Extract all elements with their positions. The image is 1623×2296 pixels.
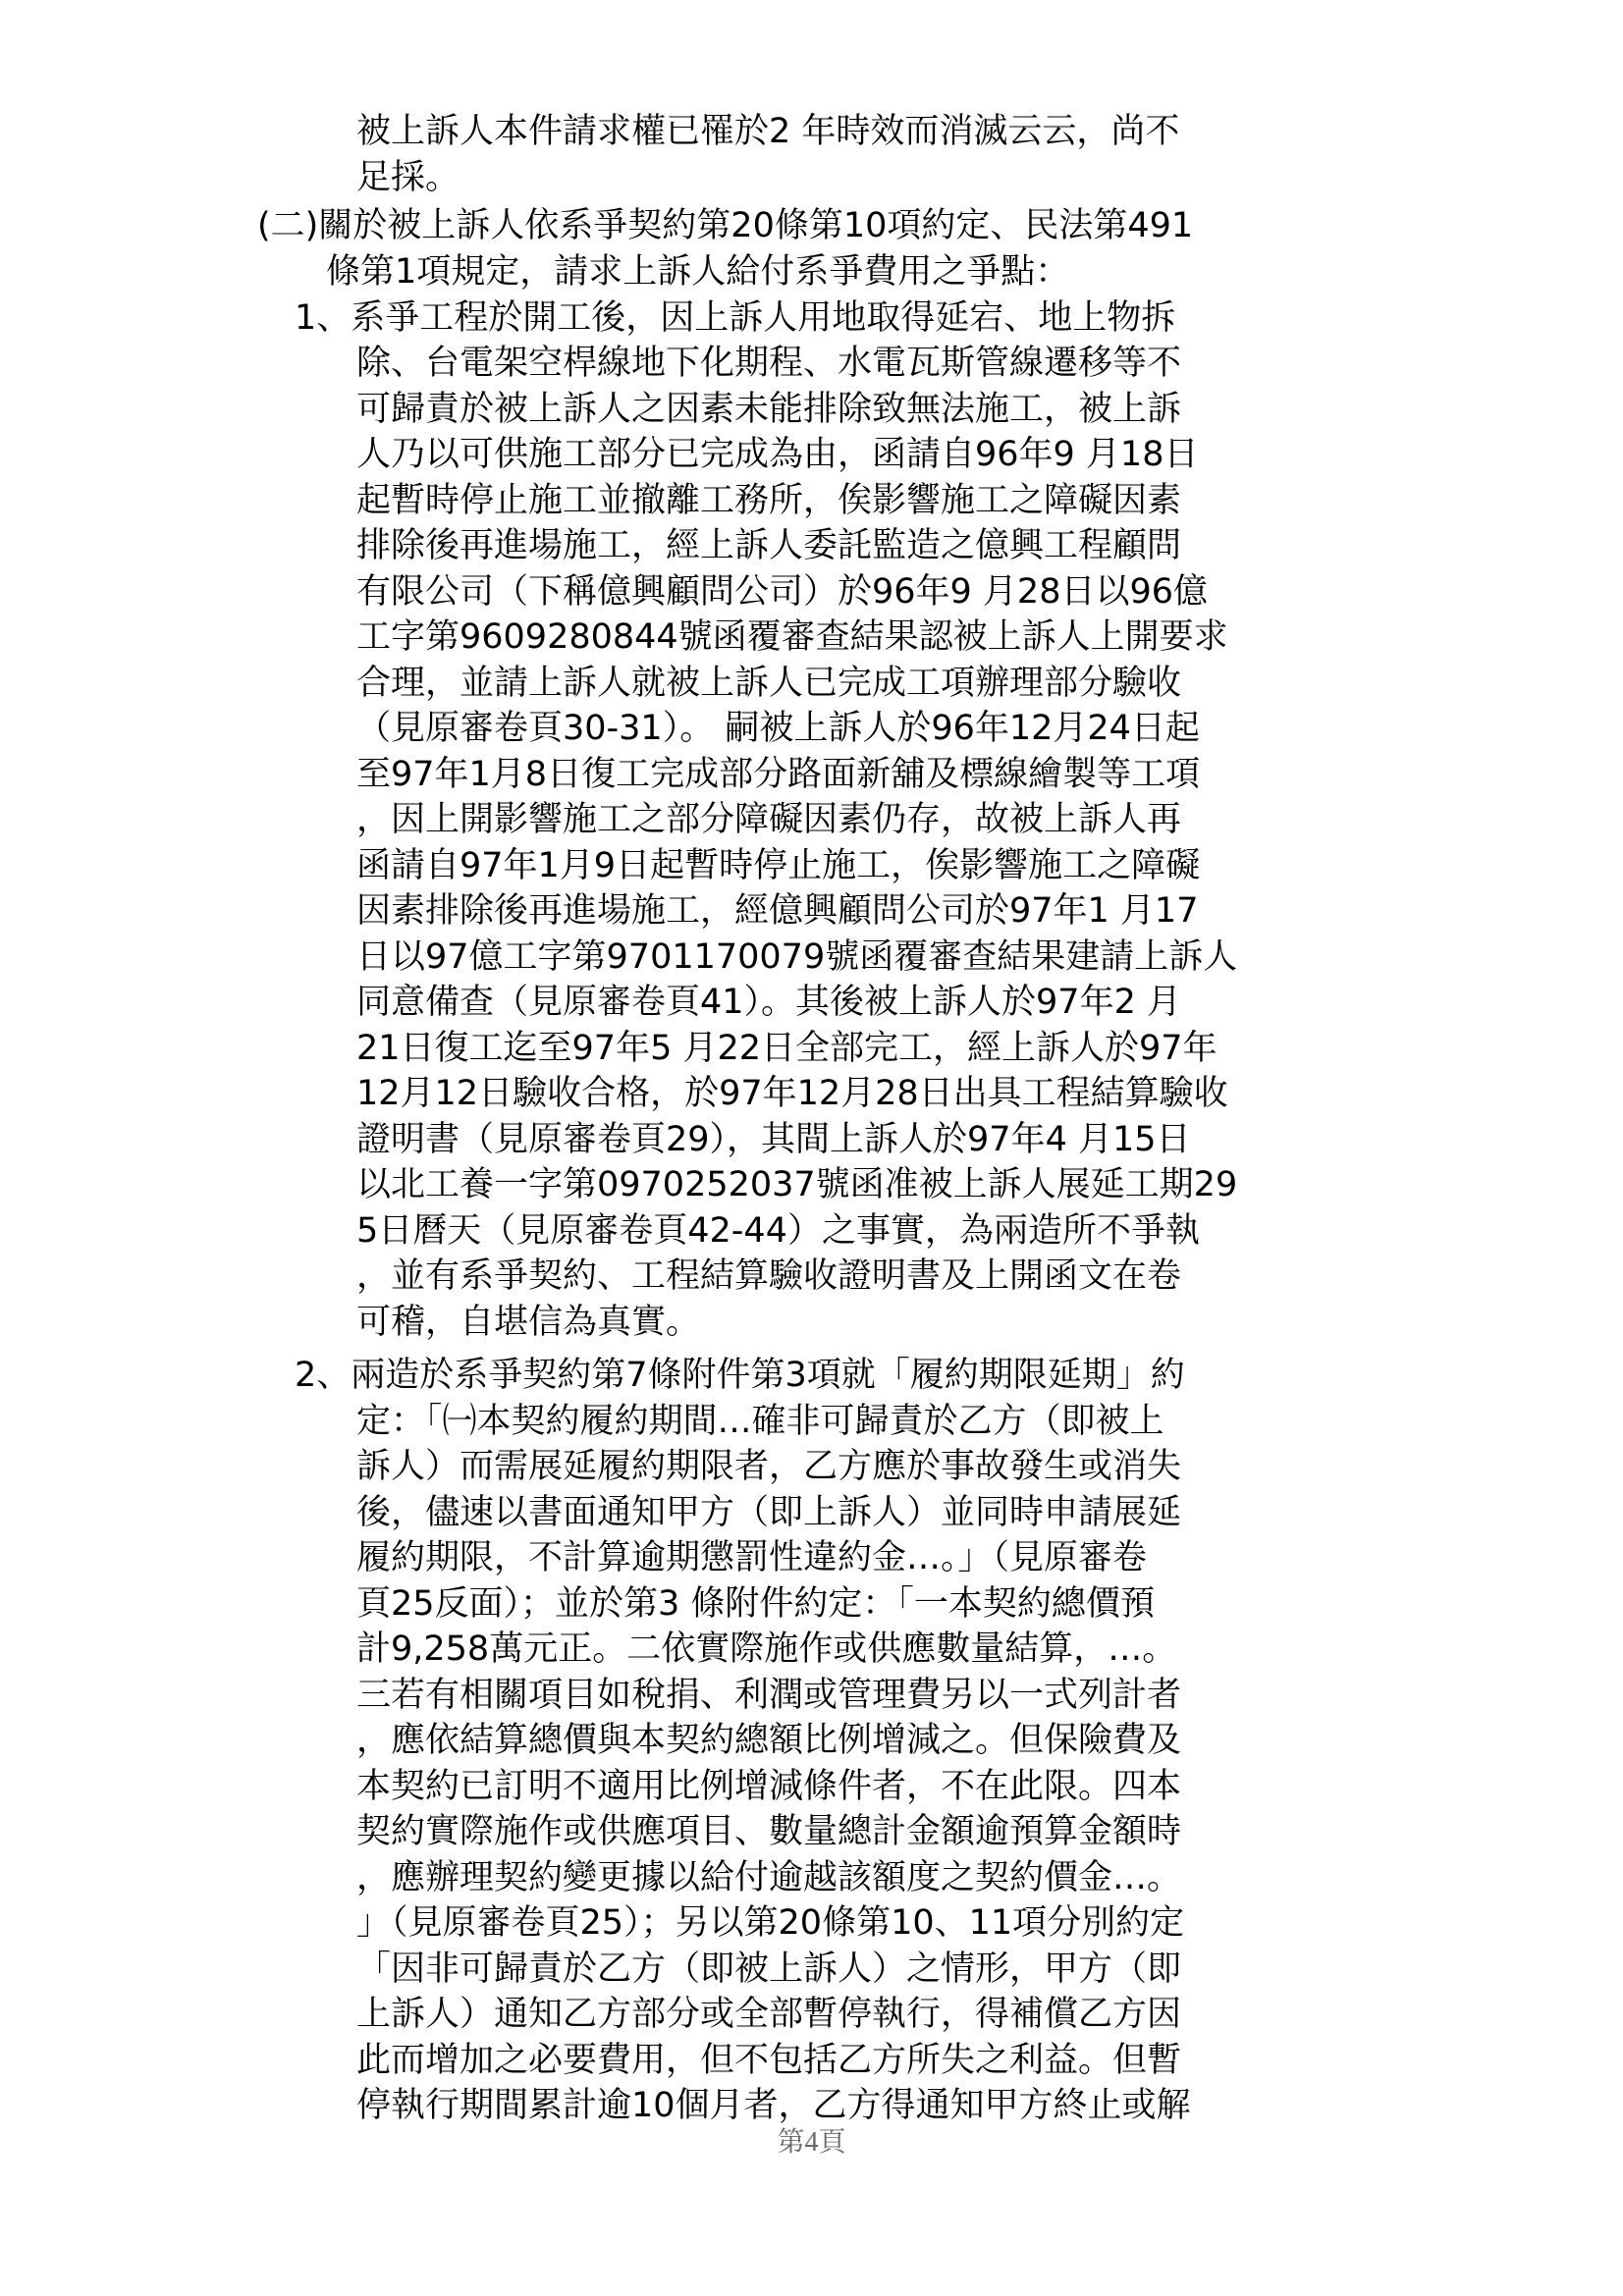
text-line: 除、台電架空桿線地下化期程、水電瓦斯管線遷移等不 <box>356 344 1182 383</box>
text-line: 三若有相關項目如稅捐、利潤或管理費另以一式列計者 <box>356 1676 1182 1715</box>
text-line: 12月12日驗收合格，於97年12月28日出具工程結算驗收 <box>356 1074 1228 1113</box>
text-line: 人乃以可供施工部分已完成為由，函請自96年9 月18日 <box>356 435 1199 474</box>
text-line: 21日復工迄至97年5 月22日全部完工，經上訴人於97年 <box>356 1029 1217 1068</box>
text-line: 計9,258萬元正。二依實際施作或供應數量結算，…。 <box>356 1629 1177 1669</box>
text-line: 有限公司（下稱億興顧問公司）於96年9 月28日以96億 <box>356 572 1209 612</box>
text-line: 此而增加之必要費用，但不包括乙方所失之利益。但暫 <box>356 2041 1182 2080</box>
section-heading: (二)關於被上訴人依系爭契約第20條第10項約定、民法第491 <box>257 206 1194 245</box>
text-line: 因素排除後再進場施工，經億興顧問公司於97年1 月17 <box>356 891 1199 931</box>
text-line: 停執行期間累計逾10個月者，乙方得通知甲方終止或解 <box>356 2086 1191 2125</box>
text-line: 「因非可歸責於乙方（即被上訴人）之情形，甲方（即 <box>356 1949 1182 1989</box>
text-line: 上訴人）通知乙方部分或全部暫停執行，得補償乙方因 <box>356 1995 1182 2034</box>
text-line: ，應依結算總價與本契約總額比例增減之。但保險費及 <box>356 1721 1182 1760</box>
text-line: 合理，並請上訴人就被上訴人已完成工項辦理部分驗收 <box>356 664 1182 703</box>
text-line: 排除後再進場施工，經上訴人委託監造之億興工程顧問 <box>356 526 1182 565</box>
text-line: 契約實際施作或供應項目、數量總計金額逾預算金額時 <box>356 1812 1182 1851</box>
text-line: 訴人）而需展延履約期限者，乙方應於事故發生或消失 <box>356 1447 1182 1486</box>
list-item-1: 1、系爭工程於開工後，因上訴人用地取得延宕、地上物拆 <box>295 298 1176 338</box>
section-heading: 條第1項規定，請求上訴人給付系爭費用之爭點： <box>326 252 1070 292</box>
text-line: 可稽，自堪信為真實。 <box>356 1303 701 1342</box>
text-line: 同意備查（見原審卷頁41）。其後被上訴人於97年2 月 <box>356 983 1181 1022</box>
text-line: （見原審卷頁30-31）。 嗣被上訴人於96年12月24日起 <box>356 709 1200 748</box>
text-line: 頁25反面）；並於第3 條附件約定：「一本契約總價預 <box>356 1584 1155 1624</box>
text-line: 5日曆天（見原審卷頁42-44）之事實，為兩造所不爭執 <box>356 1211 1200 1251</box>
text-line: 」（見原審卷頁25）；另以第20條第10、11項分別約定 <box>356 1903 1185 1943</box>
text-line: 函請自97年1月9日起暫時停止施工，俟影響施工之障礙 <box>356 846 1201 885</box>
list-item-2: 2、兩造於系爭契約第7條附件第3項就「履約期限延期」約 <box>295 1356 1185 1395</box>
text-line: 起暫時停止施工並撤離工務所，俟影響施工之障礙因素 <box>356 481 1182 520</box>
text-line: 履約期限，不計算逾期懲罰性違約金…。」（見原審卷 <box>356 1538 1148 1577</box>
text-line: 日以97億工字第9701170079號函覆審查結果建請上訴人 <box>356 937 1238 977</box>
text-line: ，因上開影響施工之部分障礙因素仍存，故被上訴人再 <box>356 800 1182 839</box>
text-line: 以北工養一字第0970252037號函准被上訴人展延工期29 <box>356 1165 1238 1204</box>
text-line: ，應辦理契約變更據以給付逾越該額度之契約價金…。 <box>356 1858 1182 1897</box>
text-line: 證明書（見原審卷頁29），其間上訴人於97年4 月15日 <box>356 1120 1191 1159</box>
text-line: 被上訴人本件請求權已罹於2 年時效而消滅云云，尚不 <box>356 112 1180 151</box>
text-line: 定：「㈠本契約履約期間…確非可歸責於乙方（即被上 <box>356 1402 1164 1441</box>
page-number: 第4頁 <box>777 2127 846 2158</box>
text-line: 可歸責於被上訴人之因素未能排除致無法施工，被上訴 <box>356 390 1182 429</box>
text-line: ，並有系爭契約、工程結算驗收證明書及上開函文在卷 <box>356 1256 1182 1296</box>
text-line: 本契約已訂明不適用比例增減條件者，不在此限。四本 <box>356 1767 1182 1806</box>
text-line: 足採。 <box>356 158 460 197</box>
text-line: 工字第9609280844號函覆審查結果認被上訴人上開要求 <box>356 617 1228 657</box>
text-line: 後，儘速以書面通知甲方（即上訴人）並同時申請展延 <box>356 1493 1182 1532</box>
text-line: 至97年1月8日復工完成部分路面新舖及標線繪製等工項 <box>356 755 1201 794</box>
